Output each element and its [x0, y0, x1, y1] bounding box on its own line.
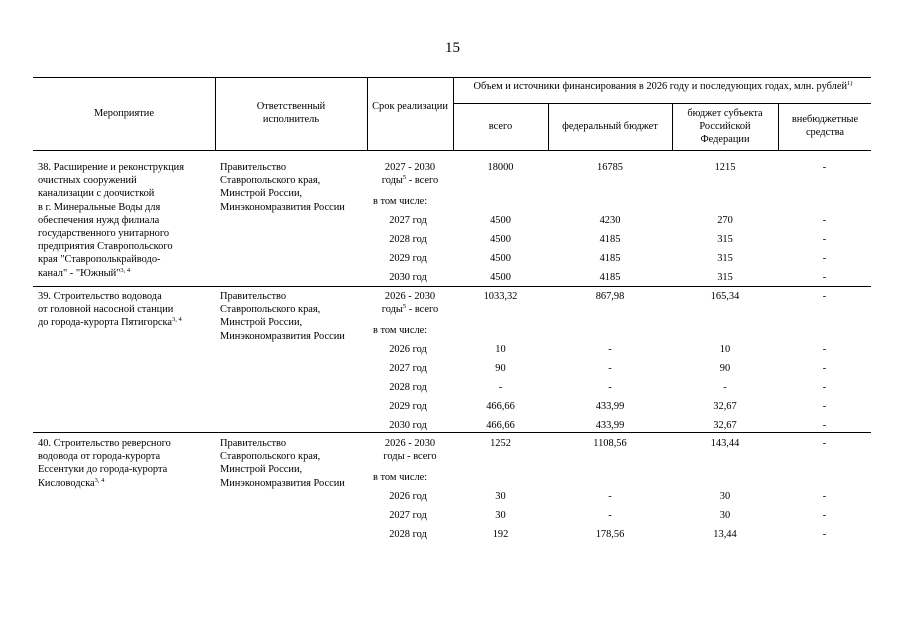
cell-federal: 4230	[599, 215, 621, 226]
cell-federal: 433,99	[595, 401, 625, 412]
header-finance-note: 1)	[847, 80, 853, 87]
cell-federal: -	[608, 491, 612, 502]
cell-federal: 433,99	[595, 420, 625, 431]
col-divider-3	[453, 77, 454, 150]
term-text: - всего	[406, 304, 439, 316]
cell-regional: 13,44	[713, 529, 737, 540]
measure-line: предприятия Ставропольского	[38, 241, 173, 253]
cell-total: 30	[495, 491, 506, 502]
measure-line: Ессентуки до города-курорта	[38, 464, 168, 476]
cell-total: 4500	[490, 215, 511, 226]
including-label: в том числе:	[373, 325, 428, 336]
cell-offbudget: -	[822, 420, 827, 431]
cell-offbudget: -	[822, 529, 827, 540]
cell-total: 90	[495, 363, 506, 374]
year-label: 2026 год	[389, 491, 427, 502]
cell-offbudget: -	[822, 491, 827, 502]
header-total: всего	[488, 121, 513, 132]
measure-line: очистных сооружений	[38, 175, 137, 187]
cell-regional: 143,44	[710, 438, 740, 449]
term-line	[370, 174, 450, 187]
col-divider-5	[672, 103, 673, 150]
cell-federal: 4185	[599, 253, 621, 264]
block-separator	[33, 286, 871, 287]
cell-offbudget: -	[822, 401, 827, 412]
measure-line: государственного унитарного	[38, 228, 170, 239]
term-line: 2027 - 2030	[384, 162, 436, 173]
cell-total: 192	[492, 529, 509, 540]
executor-line: Правительство	[220, 291, 287, 302]
header-bottom-rule	[33, 150, 871, 151]
executor-line: Минэкономразвития России	[220, 477, 345, 489]
term-line	[370, 303, 450, 316]
including-label: в том числе:	[373, 472, 428, 483]
cell-federal: 16785	[597, 162, 623, 173]
term-text: годы	[381, 304, 403, 316]
term-text: - всего	[406, 175, 439, 187]
cell-federal: 4185	[599, 234, 621, 245]
term-footnote: 5	[402, 174, 407, 182]
cell-offbudget: -	[822, 344, 827, 355]
cell-offbudget: -	[822, 382, 827, 393]
year-label: 2029 год	[389, 401, 427, 412]
measure-footnote: 3, 4	[120, 266, 131, 274]
year-label: 2028 год	[389, 234, 427, 245]
cell-offbudget: -	[822, 234, 827, 245]
term-text: годы - всего	[383, 451, 437, 463]
cell-regional: 90	[719, 363, 731, 374]
measure-line: края "Ставрополькрайводо-	[38, 254, 161, 266]
year-label: 2027 год	[389, 363, 427, 374]
measure-footnote: 3, 4	[172, 316, 182, 324]
cell-offbudget: -	[822, 253, 827, 264]
measure-line: от головной насосной станции	[38, 304, 174, 316]
cell-regional: 315	[717, 234, 733, 245]
cell-offbudget: -	[822, 162, 827, 173]
year-label: 2028 год	[389, 382, 427, 393]
page-number: 15	[445, 40, 460, 56]
cell-offbudget: -	[822, 215, 827, 226]
cell-regional: 165,34	[710, 291, 740, 302]
block-separator	[33, 432, 871, 433]
cell-regional: 32,67	[713, 420, 737, 431]
col-divider-2	[367, 77, 368, 150]
cell-total: 466,66	[486, 420, 515, 431]
term-footnote: 5	[402, 303, 407, 311]
year-label: 2030 год	[389, 420, 427, 431]
measure-line: канализации с доочисткой	[38, 188, 155, 200]
header-regional: бюджет субъекта Российской Федерации	[687, 108, 763, 145]
cell-regional: 30	[719, 491, 731, 502]
cell-offbudget: -	[822, 510, 827, 521]
cell-total: 1252	[490, 438, 511, 449]
finance-subheader-rule	[453, 103, 871, 104]
executor-line: Минстрой России,	[220, 317, 303, 329]
cell-regional: 10	[719, 344, 731, 355]
executor-line: Ставропольского края,	[220, 175, 321, 187]
measure-line: Кисловодска$^{3, 4}$	[38, 476, 105, 489]
measure-line: до города-курорта Пятигорска$^{3, 4}$	[38, 316, 182, 329]
cell-regional: 315	[717, 253, 733, 264]
executor-line: Минстрой России,	[220, 464, 303, 476]
cell-offbudget: -	[822, 272, 827, 283]
cell-total: 18000	[487, 162, 514, 173]
year-label: 2027 год	[389, 215, 427, 226]
cell-regional: 32,67	[713, 401, 737, 412]
cell-federal: -	[608, 382, 612, 393]
year-label: 2028 год	[389, 529, 427, 540]
cell-total: 4500	[490, 253, 511, 264]
year-label: 2029 год	[389, 253, 427, 264]
cell-federal: -	[608, 344, 612, 355]
measure-line: канал" - "Южный"$^{3, 4}$	[38, 266, 131, 279]
executor-line: Минстрой России,	[220, 188, 303, 200]
cell-total: -	[498, 382, 503, 393]
executor-line: Минэкономразвития России	[220, 201, 345, 213]
term-line	[370, 450, 450, 463]
header-federal: федеральный бюджет	[562, 121, 658, 132]
cell-offbudget: -	[822, 363, 827, 374]
cell-total: 4500	[490, 272, 511, 283]
header-term: Срок реализации	[372, 101, 448, 112]
cell-regional: 315	[717, 272, 733, 283]
measure-line: обеспечения нужд филиала	[38, 214, 160, 226]
measure-line: 38. Расширение и реконструкция	[38, 162, 185, 173]
year-label: 2030 год	[389, 272, 427, 283]
cell-federal: 4185	[599, 272, 621, 283]
measure-line: 40. Строительство реверсного	[38, 438, 171, 449]
term-line: 2026 - 2030	[384, 291, 436, 302]
cell-total: 466,66	[486, 401, 515, 412]
table-top-rule	[33, 77, 871, 78]
cell-total: 10	[495, 344, 506, 355]
cell-regional: 270	[717, 215, 733, 226]
executor-line: Ставропольского края,	[220, 451, 321, 463]
executor-line: Ставропольского края,	[220, 304, 321, 316]
measure-line: 39. Строительство водовода	[38, 291, 162, 302]
year-label: 2026 год	[389, 344, 427, 355]
executor-line: Минэкономразвития России	[220, 330, 345, 342]
header-measure: Мероприятие	[94, 108, 154, 119]
cell-federal: 867,98	[595, 291, 625, 302]
term-text: годы	[381, 175, 403, 187]
term-line: 2026 - 2030	[384, 438, 436, 449]
cell-total: 1033,32	[483, 291, 518, 302]
executor-line: Правительство	[220, 162, 287, 173]
measure-line: водовода от города-курорта	[38, 451, 161, 463]
cell-regional: -	[723, 382, 727, 393]
header-finance-group: Объем и источники финансирования в 2026 году и последующих годах, млн. рублей$^{1)}$	[473, 80, 853, 92]
measure-line: в г. Минеральные Воды для	[38, 201, 161, 213]
cell-regional: 30	[719, 510, 731, 521]
cell-total: 30	[495, 510, 506, 521]
cell-federal: 1108,56	[593, 438, 627, 449]
header-executor: Ответственный исполнитель	[256, 101, 326, 125]
cell-total: 4500	[490, 234, 511, 245]
cell-federal: -	[608, 363, 612, 374]
executor-line: Правительство	[220, 438, 287, 449]
including-label: в том числе:	[373, 196, 428, 207]
col-divider-6	[778, 103, 779, 150]
year-label: 2027 год	[389, 510, 427, 521]
cell-offbudget: -	[822, 291, 827, 302]
cell-federal: -	[608, 510, 612, 521]
cell-offbudget: -	[822, 438, 827, 449]
cell-federal: 178,56	[595, 529, 625, 540]
cell-regional: 1215	[714, 162, 736, 173]
measure-footnote: 3, 4	[94, 476, 105, 484]
col-divider-1	[215, 77, 216, 150]
header-offbudget: внебюджетные средства	[791, 114, 859, 138]
